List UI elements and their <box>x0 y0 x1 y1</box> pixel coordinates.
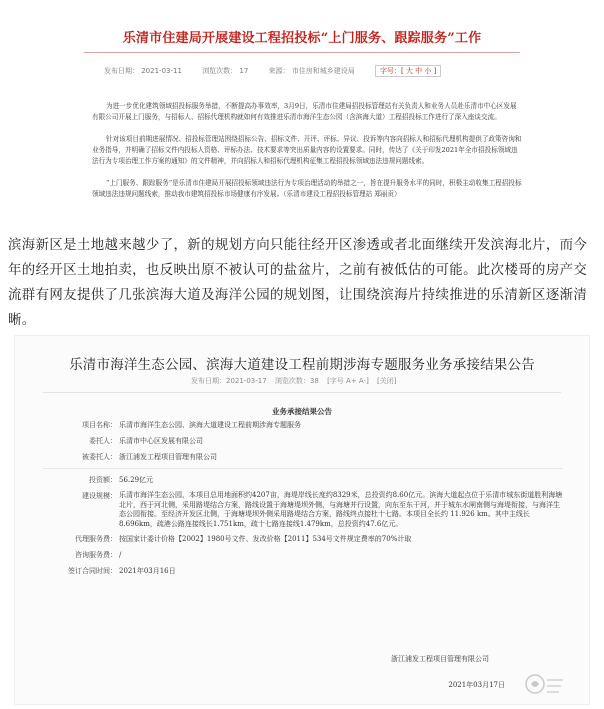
field-label: 委托人： <box>89 437 117 445</box>
field-value: 按国家计委计价格【2002】1980号文件、发改价格【2011】534号文件规定费率的70%计取 <box>119 535 412 544</box>
field-label: 项目名称： <box>82 421 117 429</box>
result-meta <box>191 376 403 386</box>
field-label: 签订合同时间： <box>68 567 117 576</box>
result-screenshot <box>14 335 590 705</box>
notice-date: 发布日期： 2021-03-11 <box>104 67 182 75</box>
field-row <box>43 491 563 529</box>
notice-divider <box>84 52 520 53</box>
field-label: 咨询服务费： <box>75 551 117 560</box>
field-row <box>43 452 563 463</box>
notice-source: 来源： 市住房和城乡建设局 <box>268 67 355 75</box>
field-value: 56.29亿元 <box>119 476 154 484</box>
font-size-control[interactable]: [字号 A+ A-] <box>327 377 369 385</box>
notice-title: 乐清市住建局开展建设工程招投标“上门服务、跟踪服务”工作 <box>122 31 482 46</box>
signature-date: 2021年03月17日 <box>448 681 505 689</box>
field-value: 乐清市海洋生态公园、滨海大道建设工程前期涉海专题服务 <box>119 421 301 429</box>
result-date: 发布日期：2021-03-17 <box>191 377 267 385</box>
field-row <box>43 420 563 431</box>
result-field-list <box>43 420 563 582</box>
field-label: 被委托人： <box>82 453 117 461</box>
field-label: 投资额： <box>89 476 117 484</box>
field-row <box>43 550 563 561</box>
field-value: 乐清市海洋生态公园，本项目总用地面积约4207亩，海堤岸线长度约8329米，总投资约8.60亿元。滨海大道起点位于乐清市城东街道胜利海塘北片，西于河北侧，采用路堤结合方案，路线设置于海塘堤坝外侧，与海塘并行设置，向东至东干河，并于城东水闸南侧与海堤衔接，与海洋生态公园衔接。至经济开发区北侧，于海塘堤坝外侧采用路堤结合方案，路线终点接杜十七路。本项目全长约 11.926 km。其中主线长8.696km，疏港公路连接线长1.751km，疏十七路连接线1.479km，总投资约47.6亿元。 <box>119 491 563 528</box>
notice-screenshot <box>0 0 604 212</box>
article-body: 滨海新区是土地越来越少了，新的规划方向只能往经开区渗透或者北面继续开发滨海北片，而今年的经开区土地拍卖，也反映出原不被认可的盐盆片，之前有被低估的可能。此次楼哥的房产交流群有网友提供了几张滨海大道及海洋公园的规划图，让围绕滨海片持续推进的乐清新区逐渐清晰。 <box>8 238 588 328</box>
field-row <box>43 566 563 577</box>
font-size-control[interactable]: 字号：[ 大 中 小 ] <box>375 65 441 77</box>
field-value: 2021年03月16日 <box>119 567 176 576</box>
result-views: 浏览次数：38 <box>274 377 319 385</box>
field-value: 浙江浦发工程项目管理有限公司 <box>119 453 217 461</box>
notice-views: 浏览次数： 17 <box>202 67 249 75</box>
field-value: 乐清市中心区发展有限公司 <box>119 437 203 445</box>
row-divider <box>43 468 563 469</box>
watermark-logo-icon <box>523 670 567 698</box>
field-value: / <box>119 551 122 560</box>
field-label: 代理服务费： <box>75 535 117 544</box>
notice-meta <box>104 66 441 76</box>
result-divider <box>43 392 561 393</box>
field-label: 建设规模： <box>82 492 117 500</box>
field-row <box>43 534 563 545</box>
result-heading: 业务承接结果公告 <box>272 407 332 416</box>
signature-company: 浙江浦发工程项目管理有限公司 <box>391 655 489 663</box>
field-row <box>43 475 563 486</box>
notice-paragraph: “上门服务、跟踪服务”是乐清市住建局开展招投标领域违法行为专项治理活动的举措之一，旨在提升服务水平的同时，积极主动收集工程招投标领域违法违规问题线索，推动我市建筑招投标市场健康有序发展。（乐清市建设工程招投标管理站 郑丽贡） <box>92 179 522 198</box>
notice-paragraph: 为进一步优化建筑领域招投标服务举措，不断提高办事效率，3月9日，乐清市住建局招投标管理站有关负责人和业务人员赴乐清市中心区发展有限公司开展上门服务，与招标人、招标代理机构就如何有效推进乐清市海洋生态公园（含滨海大道）工程招投标工作进行了深入座谈交流。 <box>92 102 517 121</box>
field-row <box>43 436 563 447</box>
close-link[interactable]: [关闭] <box>377 377 397 385</box>
notice-paragraph: 针对该项目前期进展情况、招投标管理站围绕招标公告、招标文件、开评、评标、异议、投诉等内容向招标人和招标代理机构提供了政策咨询和业务指导，并明确了招标文件内投标人资格、评标办法、技术要求等突出质量内容的设置要求。同时，传达了《关于印发2021年全市招投标领域违法行为专项治理工作方案的通知》的文件精神，并向招标人和招标代理机构征集工程招投标领域违法违规问题线索。 <box>92 135 522 165</box>
result-title: 乐清市海洋生态公园、滨海大道建设工程前期涉海专题服务业务承接结果公告 <box>69 357 535 373</box>
